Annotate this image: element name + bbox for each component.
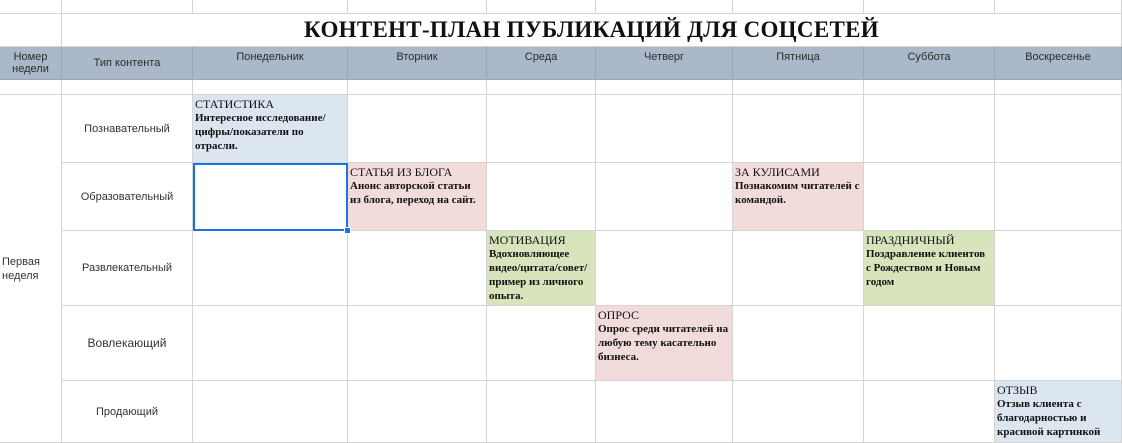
cell[interactable] bbox=[995, 80, 1122, 95]
cell[interactable] bbox=[193, 381, 348, 443]
post-cell[interactable] bbox=[864, 231, 995, 306]
post-description: Вдохновляющее видео/цитата/совет/пример из личного опыта. bbox=[489, 248, 588, 302]
post-description: Анонс авторской статьи из блога, переход на сайт. bbox=[350, 180, 476, 206]
post-description: Интересное исследование/цифры/показатели по отрасли. bbox=[195, 112, 326, 152]
header-day[interactable]: Вторник bbox=[348, 47, 487, 80]
post-cell[interactable] bbox=[733, 163, 864, 231]
post-title: ОТЗЫВ bbox=[997, 383, 1038, 397]
cell[interactable] bbox=[733, 80, 864, 95]
post-title: ОПРОС bbox=[598, 308, 639, 322]
cell[interactable] bbox=[487, 95, 596, 163]
post-description: Поздравление клиентов с Рождеством и Новым годом bbox=[866, 248, 986, 288]
cell[interactable] bbox=[864, 381, 995, 443]
cell[interactable] bbox=[348, 381, 487, 443]
cell[interactable] bbox=[62, 0, 193, 14]
header-day[interactable]: Четверг bbox=[596, 47, 733, 80]
content-type-label[interactable]: Образовательный bbox=[62, 163, 193, 231]
cell[interactable] bbox=[733, 231, 864, 306]
cell[interactable] bbox=[995, 95, 1122, 163]
post-description: Отзыв клиента с благодарностью и красивой картинкой bbox=[997, 398, 1101, 438]
post-title: СТАТИСТИКА bbox=[195, 97, 275, 111]
post-cell[interactable] bbox=[193, 95, 348, 163]
fill-handle[interactable] bbox=[344, 227, 351, 234]
page-title[interactable]: КОНТЕНТ-ПЛАН ПУБЛИКАЦИЙ ДЛЯ СОЦСЕТЕЙ bbox=[62, 14, 1122, 47]
post-cell[interactable] bbox=[596, 306, 733, 381]
cell[interactable] bbox=[596, 80, 733, 95]
cell[interactable] bbox=[864, 163, 995, 231]
cell[interactable] bbox=[864, 80, 995, 95]
content-type-label[interactable]: Развлекательный bbox=[62, 231, 193, 306]
cell[interactable] bbox=[348, 0, 487, 14]
cell[interactable] bbox=[0, 14, 62, 47]
post-cell[interactable] bbox=[995, 381, 1122, 443]
cell[interactable] bbox=[487, 306, 596, 381]
cell[interactable] bbox=[0, 80, 62, 95]
cell[interactable] bbox=[596, 0, 733, 14]
cell[interactable] bbox=[0, 0, 62, 14]
header-day[interactable]: Понедельник bbox=[193, 47, 348, 80]
selected-cell[interactable] bbox=[193, 163, 348, 231]
cell[interactable] bbox=[596, 95, 733, 163]
header-week-number[interactable]: Номер недели bbox=[0, 47, 62, 80]
post-description: Познакомим читателей с командой. bbox=[735, 180, 860, 206]
content-type-label[interactable]: Вовлекающий bbox=[62, 306, 193, 381]
cell[interactable] bbox=[348, 231, 487, 306]
cell[interactable] bbox=[596, 231, 733, 306]
cell[interactable] bbox=[193, 306, 348, 381]
header-day[interactable]: Воскресенье bbox=[995, 47, 1122, 80]
post-cell[interactable] bbox=[487, 231, 596, 306]
cell[interactable] bbox=[733, 0, 864, 14]
cell[interactable] bbox=[733, 381, 864, 443]
cell[interactable] bbox=[487, 80, 596, 95]
cell[interactable] bbox=[193, 80, 348, 95]
header-day[interactable]: Пятница bbox=[733, 47, 864, 80]
header-day[interactable]: Среда bbox=[487, 47, 596, 80]
post-title: ПРАЗДНИЧНЫЙ bbox=[866, 233, 955, 247]
header-content-type[interactable]: Тип контента bbox=[62, 47, 193, 80]
cell[interactable] bbox=[487, 163, 596, 231]
cell[interactable] bbox=[487, 381, 596, 443]
cell[interactable] bbox=[348, 306, 487, 381]
cell[interactable] bbox=[864, 0, 995, 14]
cell[interactable] bbox=[487, 0, 596, 14]
header-day[interactable]: Суббота bbox=[864, 47, 995, 80]
cell[interactable] bbox=[864, 306, 995, 381]
post-description: Опрос среди читателей на любую тему касательно бизнеса. bbox=[598, 323, 729, 363]
post-title: МОТИВАЦИЯ bbox=[489, 233, 566, 247]
content-type-label[interactable]: Познавательный bbox=[62, 95, 193, 163]
cell[interactable] bbox=[193, 231, 348, 306]
cell[interactable] bbox=[348, 95, 487, 163]
cell[interactable] bbox=[733, 306, 864, 381]
cell[interactable] bbox=[733, 95, 864, 163]
week-label[interactable]: Первая неделя bbox=[0, 95, 62, 443]
cell[interactable] bbox=[864, 95, 995, 163]
cell[interactable] bbox=[62, 80, 193, 95]
cell[interactable] bbox=[596, 163, 733, 231]
cell[interactable] bbox=[193, 0, 348, 14]
cell[interactable] bbox=[995, 306, 1122, 381]
cell[interactable] bbox=[995, 231, 1122, 306]
cell[interactable] bbox=[995, 163, 1122, 231]
cell[interactable] bbox=[596, 381, 733, 443]
cell[interactable] bbox=[348, 80, 487, 95]
post-title: ЗА КУЛИСАМИ bbox=[735, 165, 820, 179]
cell[interactable] bbox=[995, 0, 1122, 14]
content-type-label[interactable]: Продающий bbox=[62, 381, 193, 443]
post-title: СТАТЬЯ ИЗ БЛОГА bbox=[350, 165, 453, 179]
post-cell[interactable] bbox=[348, 163, 487, 231]
